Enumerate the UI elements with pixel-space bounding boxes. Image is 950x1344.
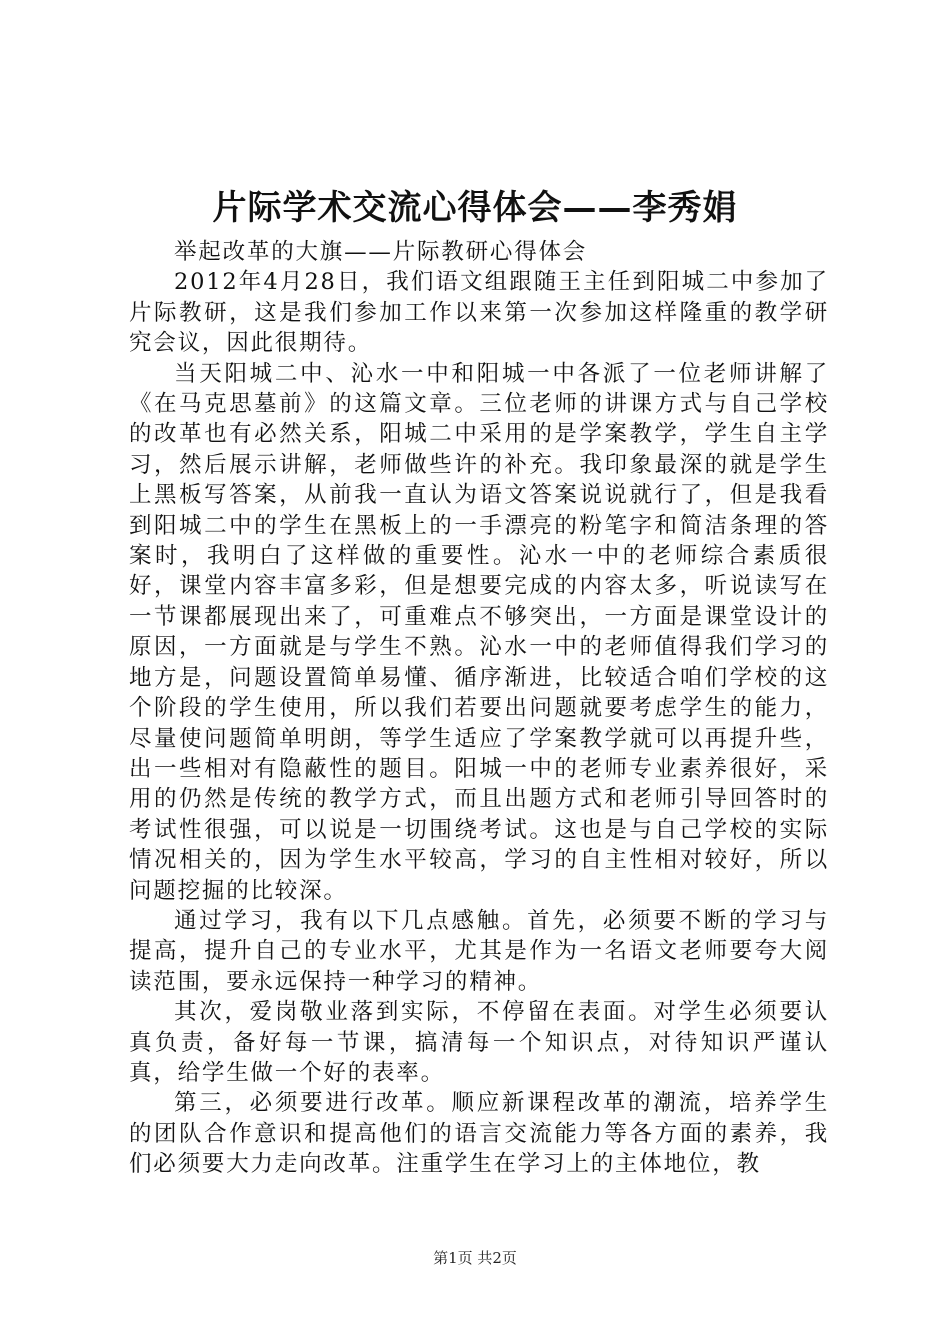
paragraph-subtitle: 举起改革的大旗——片际教研心得体会 — [174, 239, 588, 265]
paragraph: 当天阳城二中、沁水一中和阳城一中各派了一位老师讲解了《在马克思墓前》的这篇文章。三位老师的讲课方式与自己学校的改革也有必然关系，阳城二中采用的是学案教学，学生自主学习，然后展示讲解，老师做些许的补充。我印象最深的就是学生上黑板写答案，从前我一直认为语文答案说说就行了，但是我看到阳城二中的学生在黑板上的一手漂亮的粉笔字和简洁条理的答案时，我明白了这样做的重要性。沁水一中的老师综合素质很好，课堂内容丰富多彩，但是想要完成的内容太多，听说读写在一节课都展现出来了，可重难点不够突出，一方面是课堂设计的原因，一方面就是与学生不熟。沁水一中的老师值得我们学习的地方是，问题设置简单易懂、循序渐进，比较适合咱们学校的这个阶段的学生使用，所以我们若要出问题就要考虑学生的能力，尽量使问题简单明朗，等学生适应了学案教学就可以再提升些，出一些相对有隐蔽性的题目。阳城一中的老师专业素养很好，采用的仍然是传统的教学方式，而且出题方式和老师引导回答时的考试性很强，可以说是一切围绕考试。这也是与自己学校的实际情况相关的，因为学生水平较高，学习的自主性相对较好，所以问题挖掘的比较深。 — [129, 360, 829, 904]
paragraph: 通过学习，我有以下几点感触。首先，必须要不断的学习与提高，提升自己的专业水平，尤其是作为一名语文老师要夸大阅读范围，要永远保持一种学习的精神。 — [129, 907, 829, 995]
document-body — [129, 237, 829, 1180]
paragraph: 其次，爱岗敬业落到实际，不停留在表面。对学生必须要认真负责，备好每一节课，搞清每一个知识点，对待知识严谨认真，给学生做一个好的表率。 — [129, 999, 829, 1086]
document-title: 片际学术交流心得体会——李秀娟 — [212, 188, 738, 228]
paragraph: 2012年4月28日，我们语文组跟随王主任到阳城二中参加了片际教研，这是我们参加工作以来第一次参加这样隆重的教学研究会议，因此很期待。 — [129, 269, 829, 357]
page-number-footer: 第1页 共2页 — [433, 1249, 517, 1267]
paragraph: 第三，必须要进行改革。顺应新课程改革的潮流，培养学生的团队合作意识和提高他们的语言交流能力等各方面的素养，我们必须要大力走向改革。注重学生在学习上的主体地位，教 — [129, 1090, 829, 1178]
